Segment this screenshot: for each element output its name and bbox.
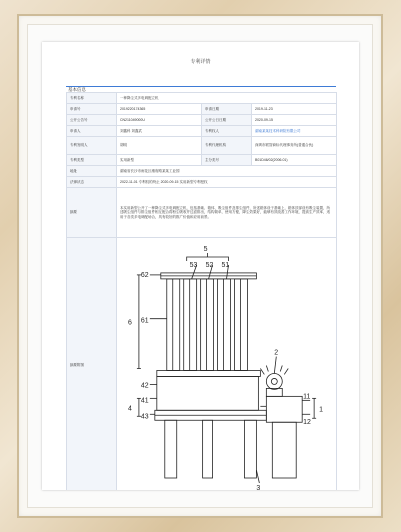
patent-document xyxy=(42,42,359,490)
drawing-label-4: 4 xyxy=(127,405,132,413)
app-no-value: 2019220174365 xyxy=(117,104,202,115)
drawing-label-2: 2 xyxy=(274,349,279,357)
drawing-label-52: 52 xyxy=(205,261,214,269)
drawing-label-62: 62 xyxy=(140,271,149,279)
drawing-label-6: 6 xyxy=(127,319,132,327)
agency-value: 深圳市联智商标代理事务所(普通合伙) xyxy=(252,137,337,155)
abstract-value: 本实用新型公开了一种降尘式多电调配立机，包括基础、箱体、吸尘组件及排尘组件，所述箱体设于基础上，箱体顶部设有吸尘装置，所述吸尘组件与排尘组件相互配合将粉尘吸收并过滤排出，结构简单，使用方便，降尘效果好，能够有效改善工作环境，提高生产效率，适用于各类多电调配场合，具有较好的推广价值和应用前景。 xyxy=(117,188,337,238)
patentee-label: 专利权人 xyxy=(202,126,252,137)
name-value: 一种降尘式多电调配立机 xyxy=(117,93,337,104)
drawing-label-1: 1 xyxy=(319,406,323,414)
drawing-label-61: 61 xyxy=(140,317,149,325)
inventor-label: 专利发明人 xyxy=(67,137,117,155)
status-label: 法律状态 xyxy=(67,177,117,188)
app-date-value: 2019-11-23 xyxy=(252,104,337,115)
table-row xyxy=(67,238,337,491)
drawing-cell xyxy=(117,238,337,491)
pub-no-label: 公开公告号 xyxy=(67,115,117,126)
patentee-link[interactable]: 湖南某某技术科研院有限公司 xyxy=(252,126,337,137)
drawing-label-41: 41 xyxy=(140,397,149,405)
applicant-label: 申请人 xyxy=(67,126,117,137)
address-value: 湖南省长沙市雨花区湘府路某某工业园 xyxy=(117,166,337,177)
drawing-label: 摘要附图 xyxy=(67,238,117,491)
drawing-label-42: 42 xyxy=(140,382,149,390)
drawing-label-11: 11 xyxy=(303,393,311,401)
section-header xyxy=(66,78,336,92)
ipc-value: B01D46/02(2006.01) xyxy=(252,155,337,166)
drawing-label-12: 12 xyxy=(303,419,311,427)
address-label: 地址 xyxy=(67,166,117,177)
name-label: 专利名称 xyxy=(67,93,117,104)
table-row xyxy=(67,177,337,188)
section-title: 基本信息 xyxy=(68,87,86,92)
type-label: 专利类型 xyxy=(67,155,117,166)
abstract-label: 摘要 xyxy=(67,188,117,238)
drawing-labels xyxy=(128,246,323,490)
page-title: 专利详情 xyxy=(190,59,211,65)
pub-no-value: CN211049000U xyxy=(117,115,202,126)
status-value: 2022-11-01 专利权的终止 2020-09-15 实用新型专利授权 xyxy=(117,177,337,188)
table-row xyxy=(67,104,337,115)
pub-date-label: 公开公日日期 xyxy=(202,115,252,126)
drawing-lines xyxy=(137,253,316,483)
table-row xyxy=(67,188,337,238)
app-no-label: 申请号 xyxy=(67,104,117,115)
table-row xyxy=(67,115,337,126)
drawing-label-3: 3 xyxy=(256,484,261,490)
drawing-label-51: 51 xyxy=(221,261,230,269)
pub-date-value: 2020-09-15 xyxy=(252,115,337,126)
ipc-label: 主分类号 xyxy=(202,155,252,166)
type-value: 实用新型 xyxy=(117,155,202,166)
table-row xyxy=(67,93,337,104)
drawing-label-5: 5 xyxy=(203,246,208,254)
drawing-label-53: 53 xyxy=(189,261,198,269)
table-row xyxy=(67,166,337,177)
agency-label: 专利代理机构 xyxy=(202,137,252,155)
table-row xyxy=(67,126,337,137)
table-row xyxy=(67,137,337,155)
table-row xyxy=(67,155,337,166)
drawing-label-43: 43 xyxy=(140,413,149,421)
patent-drawing xyxy=(117,238,336,490)
inventor-value: 胡明 xyxy=(117,137,202,155)
patent-info-table xyxy=(66,92,337,490)
applicant-value: 刘鑫科 刘鑫武 xyxy=(117,126,202,137)
app-date-label: 申请日期 xyxy=(202,104,252,115)
